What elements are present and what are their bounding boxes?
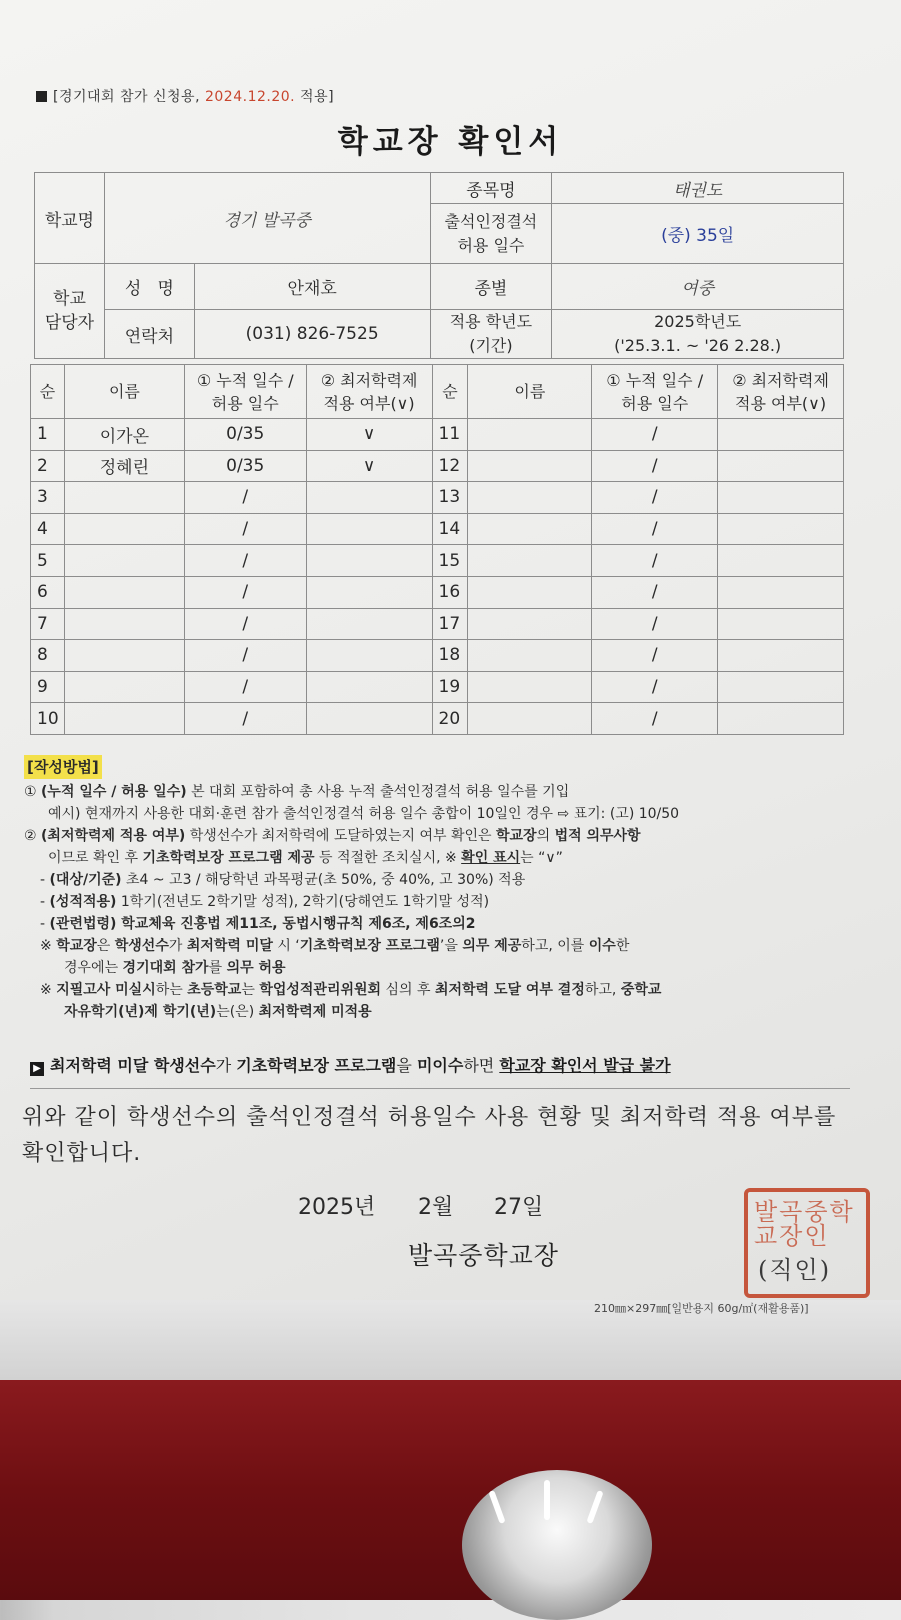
guide-section: [작성방법] ① (누적 일수 / 허용 일수) 본 대회 포함하여 총 사용 누적 출석인정결석 허용 일수를 기입 예시) 현재까지 사용한 대회·훈련 참가 출석인정결석 허용 일수 총합이 10일인 경우 ⇨ 표기: (고) 10/50 ② (최저학력제 적용 여부) 학생선수가 최저학력에 도달하였는지 여부 확인은 학교장의 법적 의무사항 이므로 확인 후 기초학력보장 프로그램 제공 등 적절한 조치실시, ※ 확인 표시는 “∨” - (대상/기준) 초4 ~ 고3 / 해당학년 과목평균(초 50%, 중 40%, 고 30%) 적용 - (성적적용) 1학기(전년도 2학기말 성적), 2학기(당해연도 1학기말 성적) - (관련법령) 학교체육 진흥법 제11조, 동법시행규칙 제6조, 제6조의2 ※ 학교장은 학생선수가 최저학력 미달 시 ‘기초학력보장 프로그램’을 의무 제공하고, 이를 이수한 경우에는 경기대회 참가를 의무 허용 ※ 지필고사 미실시하는 초등학교는 학업성적관리위원회 심의 후 최저학력 도달 여부 결정하고, 중학교 자유학기(년)제 학기(년)는(은) 최저학력제 미적용 [24, 755, 854, 1023]
usage-note: [경기대회 참가 신청용, 2024.12.20. 적용] [36, 86, 334, 106]
table-row [31, 482, 844, 514]
table-row [31, 419, 844, 451]
seal-label: (직인) [758, 1256, 832, 1284]
school-value: 경기 발곡중 [104, 173, 430, 264]
row-number: 2 [31, 450, 65, 482]
absence-label: 출석인정결석 허용 일수 [430, 204, 552, 264]
guide-example: 예시) 현재까지 사용한 대회·훈련 참가 출석인정결석 허용 일수 총합이 10일인 경우 ⇨ 표기: (고) 10/50 [48, 806, 680, 822]
col-days-right: ① 누적 일수 / 허용 일수 [592, 365, 718, 419]
student-name [468, 450, 592, 482]
row-number: 1 [31, 419, 65, 451]
student-name [468, 671, 592, 703]
days-used: / [184, 671, 306, 703]
student-name: 이가온 [64, 419, 184, 451]
paper-spec: 210㎜×297㎜[일반용지 60g/㎡(재활용품)] [594, 1302, 809, 1315]
date-year: 2025년 [298, 1195, 376, 1220]
student-name [468, 703, 592, 735]
student-name [64, 576, 184, 608]
table-row [31, 703, 844, 735]
days-used: / [592, 482, 718, 514]
year-label: 적용 학년도 (기간) [430, 310, 552, 359]
category-value: 여중 [552, 264, 844, 310]
days-used: / [592, 450, 718, 482]
row-number: 7 [31, 608, 65, 640]
row-number: 13 [432, 482, 468, 514]
days-used: / [184, 576, 306, 608]
days-used: / [592, 576, 718, 608]
student-name [64, 640, 184, 672]
student-table [30, 364, 844, 735]
min-standard-check [718, 703, 844, 735]
seal-text: 발곡중학 교장인 [754, 1198, 855, 1250]
min-standard-check [306, 576, 432, 608]
arrow-box-icon: ▶ [30, 1062, 44, 1076]
min-standard-check [718, 640, 844, 672]
student-rows [31, 419, 844, 735]
days-used: / [592, 419, 718, 451]
name-label: 성 명 [104, 264, 194, 310]
table-row [31, 671, 844, 703]
days-used: / [592, 640, 718, 672]
row-number: 14 [432, 513, 468, 545]
table-row [31, 450, 844, 482]
student-name [64, 608, 184, 640]
row-number: 16 [432, 576, 468, 608]
guide-heading: [작성방법] [24, 755, 102, 779]
min-standard-check [306, 513, 432, 545]
row-number: 19 [432, 671, 468, 703]
student-name [468, 545, 592, 577]
divider [30, 1088, 850, 1089]
days-used: / [592, 513, 718, 545]
days-used: / [184, 608, 306, 640]
row-number: 4 [31, 513, 65, 545]
min-standard-check [306, 703, 432, 735]
student-name [468, 640, 592, 672]
row-number: 12 [432, 450, 468, 482]
min-standard-check [718, 576, 844, 608]
official-seal [744, 1188, 870, 1298]
min-standard-check [306, 608, 432, 640]
row-number: 15 [432, 545, 468, 577]
days-used: / [592, 671, 718, 703]
row-number: 6 [31, 576, 65, 608]
sport-value: 태권도 [552, 173, 844, 204]
col-name-left: 이름 [64, 365, 184, 419]
row-number: 9 [31, 671, 65, 703]
col-no-left: 순 [31, 365, 65, 419]
contact-value: (031) 826-7525 [194, 310, 430, 359]
student-name [468, 608, 592, 640]
days-used: / [592, 703, 718, 735]
days-used: / [184, 482, 306, 514]
min-standard-check [718, 450, 844, 482]
student-name [64, 482, 184, 514]
background-floor [0, 1380, 901, 1600]
row-number: 11 [432, 419, 468, 451]
min-standard-check [718, 608, 844, 640]
min-standard-check [718, 671, 844, 703]
name-value: 안재호 [194, 264, 430, 310]
days-used: / [184, 545, 306, 577]
student-name [64, 671, 184, 703]
principal-title: 발곡중학교장 [408, 1241, 559, 1270]
days-used: / [592, 545, 718, 577]
table-row [31, 576, 844, 608]
table-row [31, 640, 844, 672]
student-name [64, 703, 184, 735]
col-no-right: 순 [432, 365, 468, 419]
issuance-note: ▶ 최저학력 미달 학생선수가 기초학력보장 프로그램을 미이수하면 학교장 확인서 발급 불가 [30, 1053, 671, 1076]
days-used: / [184, 703, 306, 735]
student-name [468, 482, 592, 514]
row-number: 17 [432, 608, 468, 640]
days-used: / [184, 640, 306, 672]
row-number: 18 [432, 640, 468, 672]
date-day: 27일 [494, 1195, 544, 1220]
row-number: 5 [31, 545, 65, 577]
row-number: 8 [31, 640, 65, 672]
year-value: 2025학년도 [654, 312, 742, 331]
days-used: / [184, 513, 306, 545]
student-name [468, 513, 592, 545]
confirmation-statement: 위와 같이 학생선수의 출석인정결석 허용일수 사용 현황 및 최저학력 적용 여부를 확인합니다. [22, 1105, 837, 1166]
row-number: 20 [432, 703, 468, 735]
school-label: 학교명 [35, 173, 105, 264]
square-bullet-icon [36, 91, 47, 102]
min-standard-check [306, 545, 432, 577]
student-name [64, 513, 184, 545]
category-label: 종별 [430, 264, 552, 310]
table-row [31, 513, 844, 545]
row-number: 3 [31, 482, 65, 514]
min-standard-check [718, 482, 844, 514]
col-name-right: 이름 [468, 365, 592, 419]
min-standard-check: ∨ [306, 450, 432, 482]
staff-label: 학교 담당자 [35, 264, 105, 359]
document-title: 학교장 확인서 [337, 124, 564, 160]
min-standard-check [718, 513, 844, 545]
min-standard-check [306, 671, 432, 703]
year-cell [552, 310, 844, 359]
period-value: ('25.3.1. ~ '26 2.28.) [614, 336, 782, 355]
sport-label: 종목명 [430, 173, 552, 204]
absence-value: (중) 35일 [552, 204, 844, 264]
min-standard-check [306, 482, 432, 514]
min-standard-check: ∨ [306, 419, 432, 451]
student-name [468, 576, 592, 608]
min-standard-check [306, 640, 432, 672]
contact-label: 연락처 [104, 310, 194, 359]
days-used: 0/35 [184, 419, 306, 451]
round-object [462, 1470, 652, 1620]
student-name [64, 545, 184, 577]
student-name [468, 419, 592, 451]
info-table [34, 172, 844, 359]
col-min-right: ② 최저학력제 적용 여부(∨) [718, 365, 844, 419]
min-standard-check [718, 419, 844, 451]
student-name: 정혜린 [64, 450, 184, 482]
table-row [31, 608, 844, 640]
days-used: / [592, 608, 718, 640]
table-row [31, 545, 844, 577]
date-month: 2월 [418, 1195, 454, 1220]
row-number: 10 [31, 703, 65, 735]
col-days-left: ① 누적 일수 / 허용 일수 [184, 365, 306, 419]
days-used: 0/35 [184, 450, 306, 482]
min-standard-check [718, 545, 844, 577]
col-min-left: ② 최저학력제 적용 여부(∨) [306, 365, 432, 419]
